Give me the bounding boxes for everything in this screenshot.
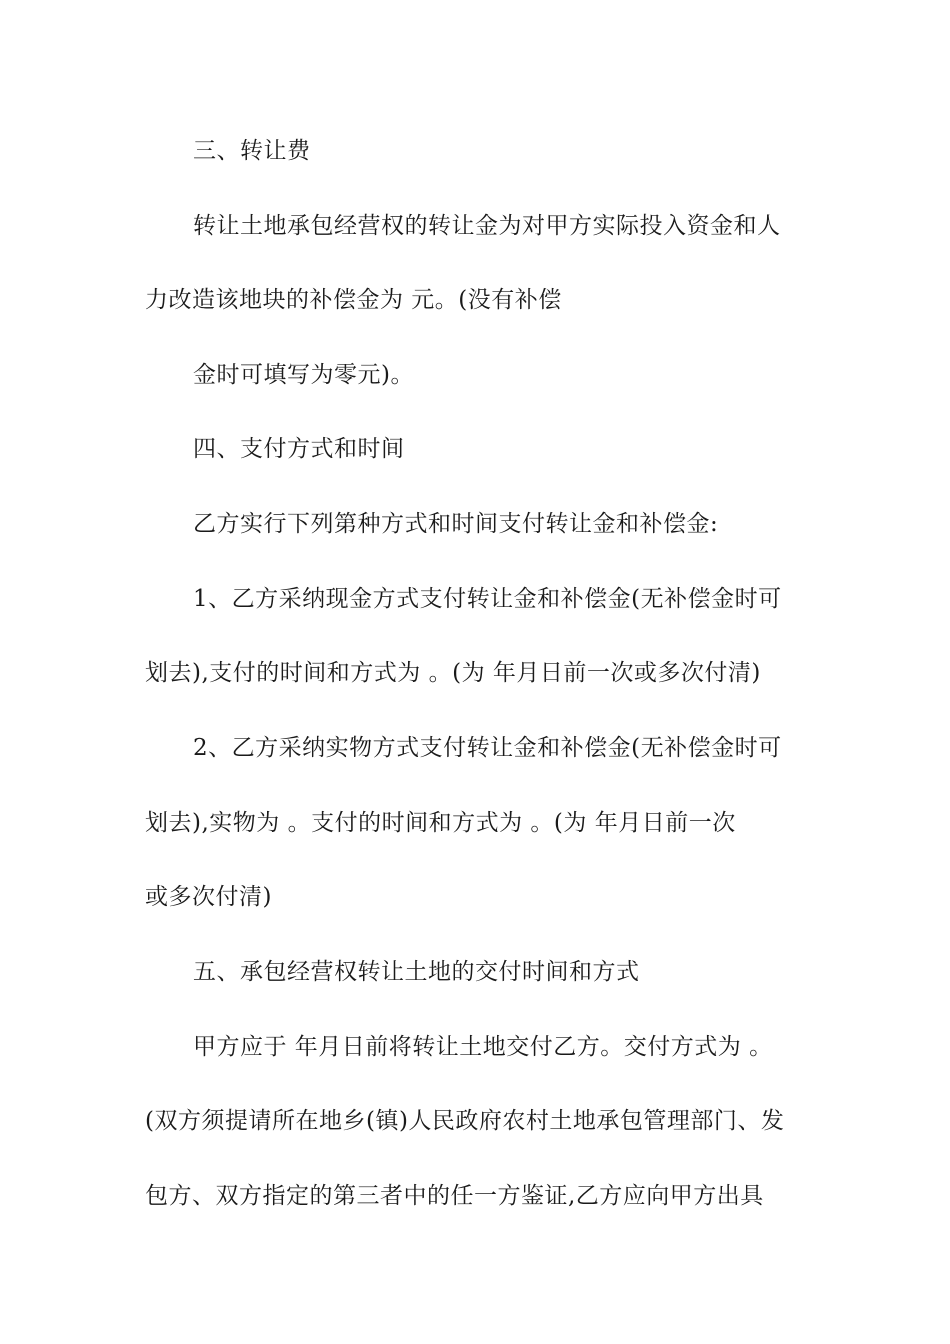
section-heading-4: 四、支付方式和时间 [193, 436, 405, 462]
section-heading-5: 五、承包经营权转让土地的交付时间和方式 [193, 959, 640, 985]
paragraph-line: 或多次付清) [145, 884, 272, 910]
paragraph-line: 转让土地承包经营权的转让金为对甲方实际投入资金和人 [193, 213, 781, 239]
paragraph-line: 甲方应于 年月日前将转让土地交付乙方。交付方式为 。 [193, 1034, 773, 1060]
paragraph-line: 1、乙方采纳现金方式支付转让金和补偿金(无补偿金时可 [193, 586, 782, 612]
section-heading-3: 三、转让费 [193, 138, 311, 164]
paragraph-line: 金时可填写为零元)。 [193, 362, 414, 388]
paragraph-line: 力改造该地块的补偿金为 元。(没有补偿 [145, 287, 562, 313]
paragraph-line: 划去),实物为 。支付的时间和方式为 。(为 年月日前一次 [145, 810, 736, 836]
paragraph-line: 乙方实行下列第种方式和时间支付转让金和补偿金: [193, 511, 719, 537]
paragraph-line: 划去),支付的时间和方式为 。(为 年月日前一次或多次付清) [145, 660, 761, 686]
paragraph-line: 2、乙方采纳实物方式支付转让金和补偿金(无补偿金时可 [193, 735, 782, 761]
paragraph-line: (双方须提请所在地乡(镇)人民政府农村土地承包管理部门、发 [145, 1108, 785, 1134]
paragraph-line: 包方、双方指定的第三者中的任一方鉴证,乙方应向甲方出具 [145, 1183, 764, 1209]
